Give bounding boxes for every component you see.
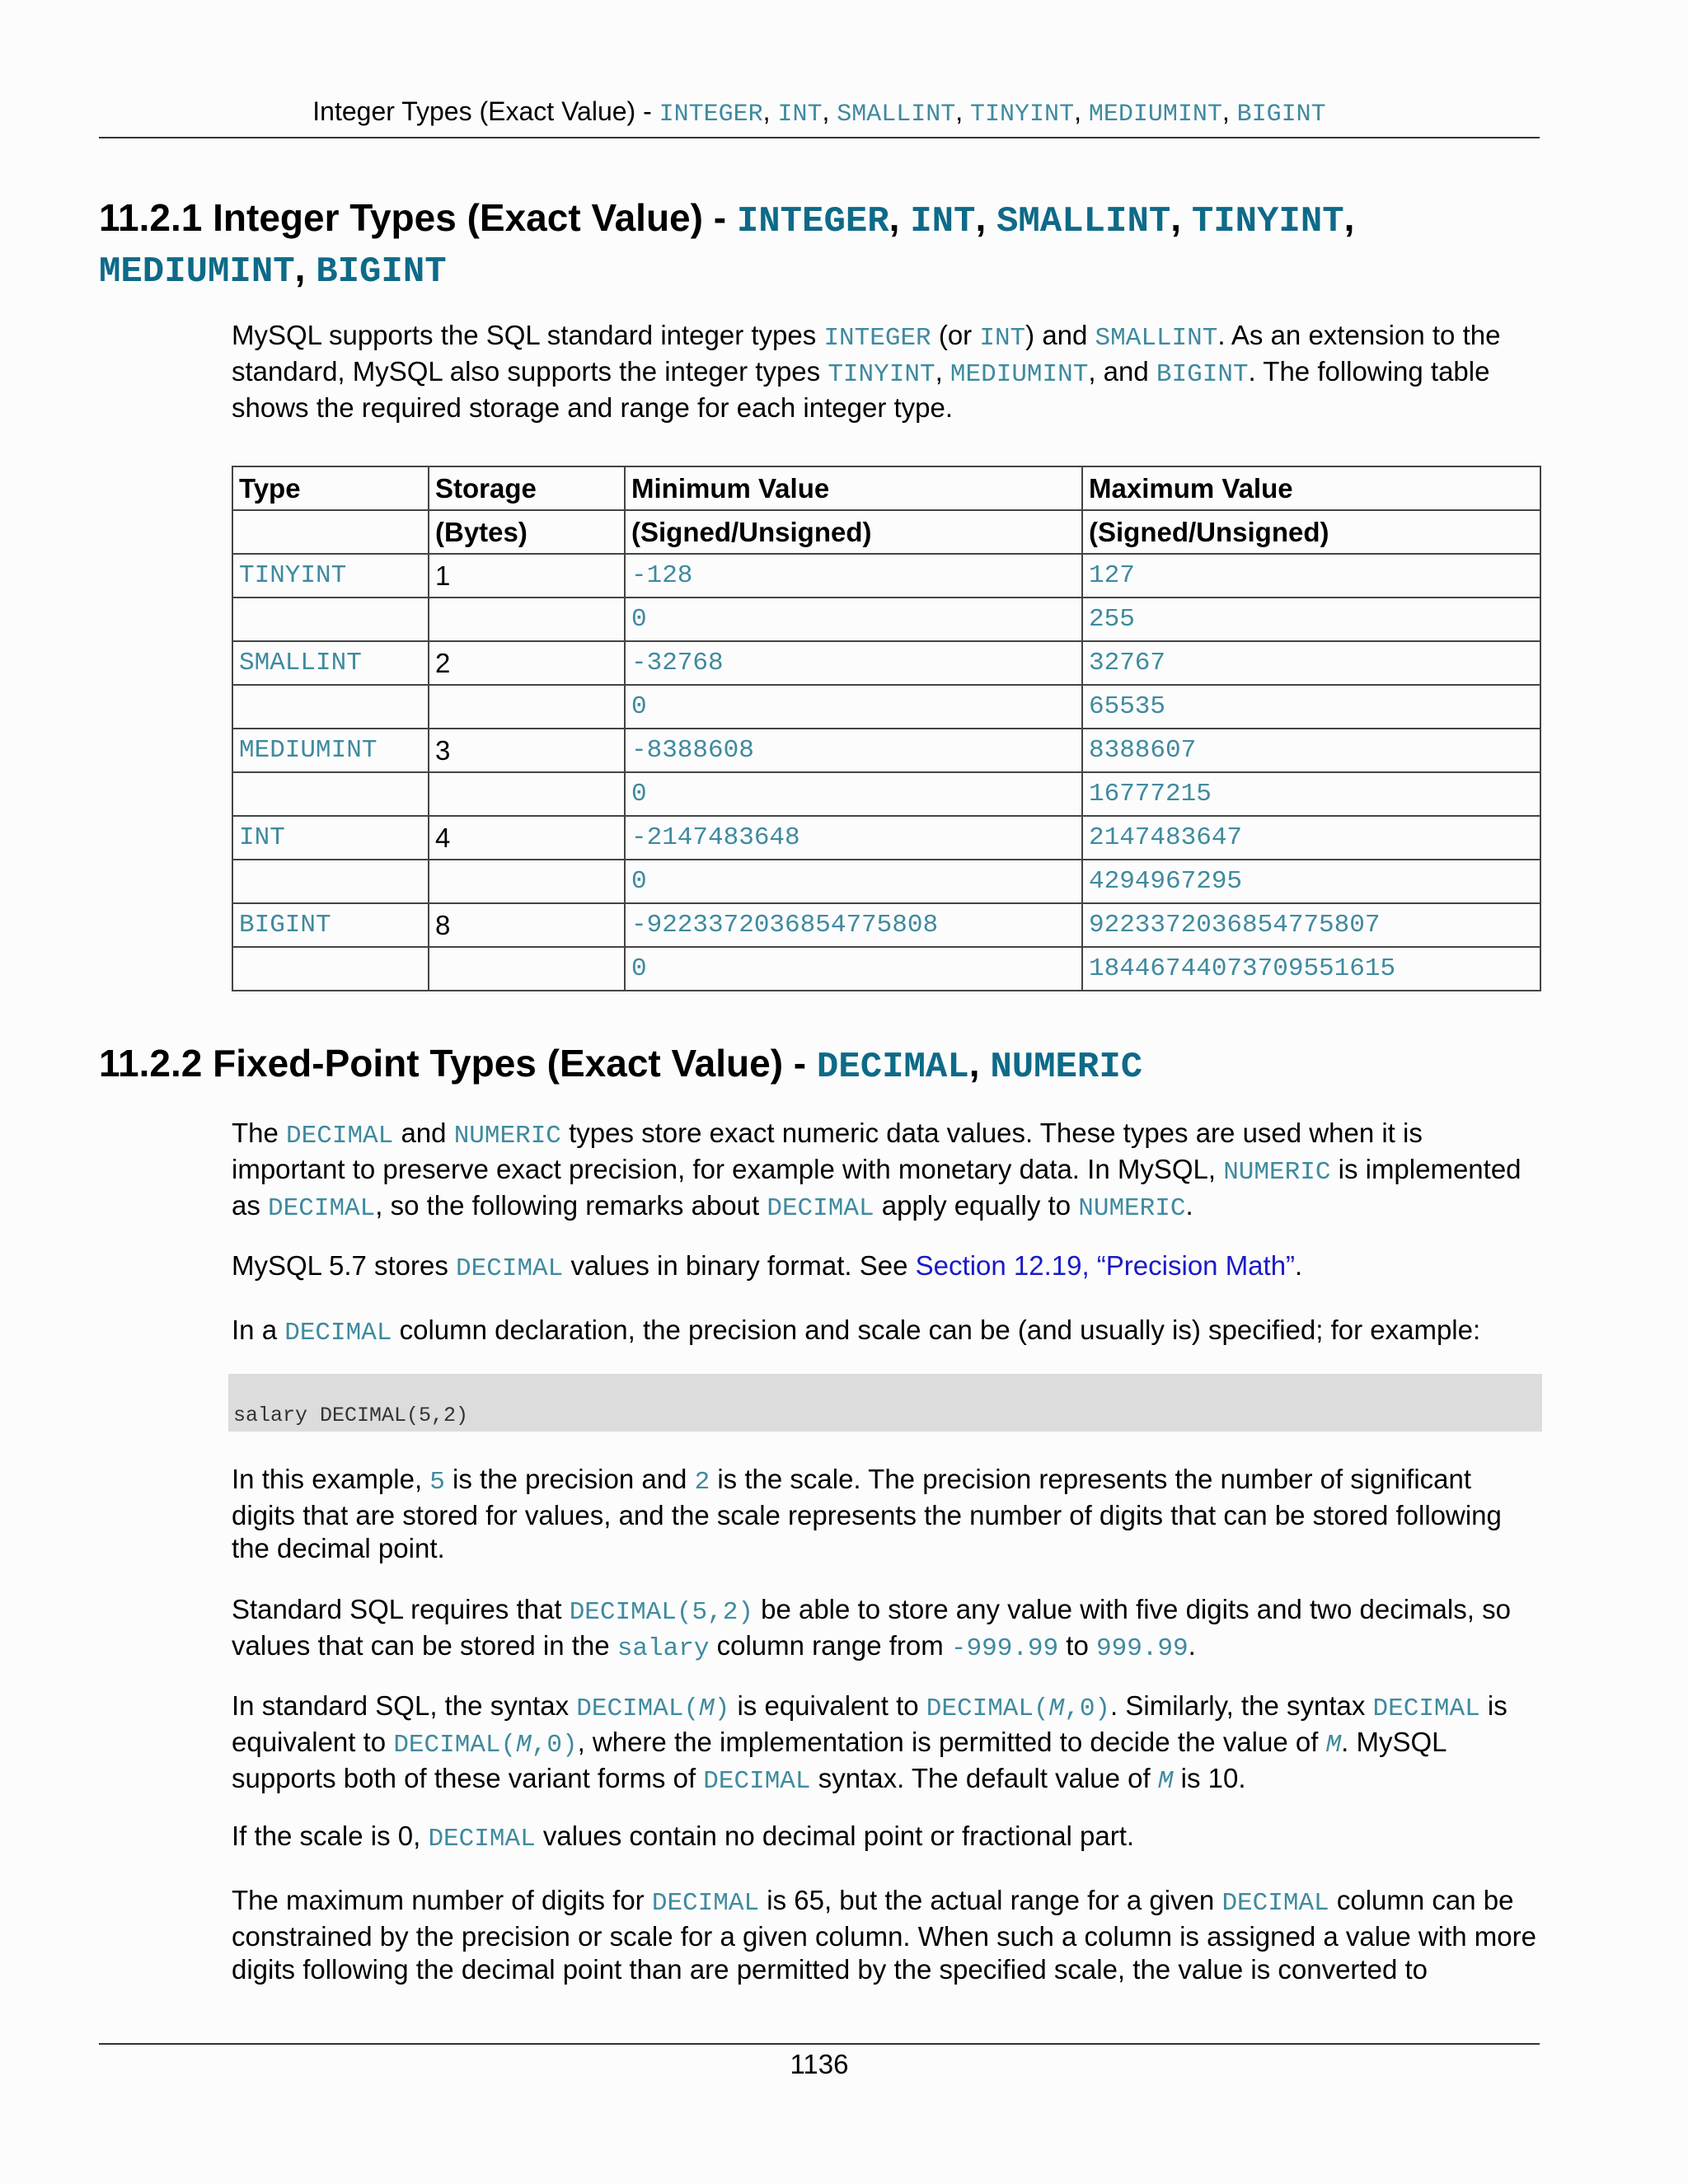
cell-max: 9223372036854775807 — [1082, 903, 1540, 947]
fixed-point-para-1: The DECIMAL and NUMERIC types store exact numeric data values. These types are used when it is important to preserve exact precision, for example with monetary data. In MySQL, NUMERIC is implemented as DECIMAL, so the following remarks about DECIMAL apply equally to NUMERIC. — [232, 1118, 1522, 1223]
heading-type-numeric: NUMERIC — [990, 1047, 1143, 1088]
cell-max: 4294967295 — [1082, 860, 1540, 903]
col-subheader-min: (Signed/Unsigned) — [625, 510, 1082, 554]
cell-max: 32767 — [1082, 641, 1540, 685]
table-header-row — [232, 510, 1540, 554]
cell-min: 0 — [625, 772, 1082, 816]
cell-type — [232, 860, 429, 903]
table-row — [232, 772, 1540, 816]
col-header-min: Minimum Value — [625, 466, 1082, 510]
fixed-point-para-3: In a DECIMAL column declaration, the precision and scale can be (and usually is) specified; for example: — [232, 1315, 1481, 1347]
cell-storage: 4 — [429, 816, 625, 860]
heading-type-smallint: SMALLINT — [996, 201, 1171, 242]
col-subheader-type — [232, 510, 429, 554]
header-type-mediumint: MEDIUMINT — [1088, 101, 1222, 129]
cell-max: 127 — [1082, 554, 1540, 598]
col-subheader-storage: (Bytes) — [429, 510, 625, 554]
cell-type — [232, 685, 429, 729]
header-divider — [99, 137, 1540, 138]
cell-type: MEDIUMINT — [232, 729, 429, 772]
fixed-point-para-4: In this example, 5 is the precision and 2 is the scale. The precision represents the number of significant digits that are stored for values, and the scale represents the number of digits that can be stored following the decimal point. — [232, 1464, 1502, 1563]
table-row — [232, 641, 1540, 685]
table-row — [232, 903, 1540, 947]
col-header-storage: Storage — [429, 466, 625, 510]
header-type-int: INT — [777, 101, 823, 129]
table-row — [232, 947, 1540, 991]
cell-type — [232, 772, 429, 816]
cell-type — [232, 947, 429, 991]
header-type-tinyint: TINYINT — [970, 101, 1075, 129]
fixed-point-para-7: If the scale is 0, DECIMAL values contain no decimal point or fractional part. — [232, 1821, 1135, 1854]
table-row — [232, 598, 1540, 641]
precision-math-link[interactable]: Section 12.19, “Precision Math” — [915, 1250, 1296, 1281]
cell-type: INT — [232, 816, 429, 860]
fixed-point-para-6: In standard SQL, the syntax DECIMAL(M) is equivalent to DECIMAL(M,0). Similarly, the syntax DECIMAL is equivalent to DECIMAL(M,0), where the implementation is permitted to decide the value of M. MySQL supports both of these variant forms of DECIMAL syntax. The default value of M is 10. — [232, 1690, 1507, 1796]
cell-type: SMALLINT — [232, 641, 429, 685]
integer-types-intro: MySQL supports the SQL standard integer types INTEGER (or INT) and SMALLINT. As an extension to the standard, MySQL also supports the integer types TINYINT, MEDIUMINT, and BIGINT. The following table shows the required storage and range for each integer type. — [232, 320, 1501, 423]
cell-min: -9223372036854775808 — [625, 903, 1082, 947]
running-header: Integer Types (Exact Value) - INTEGER, INT, SMALLINT, TINYINT, MEDIUMINT, BIGINT — [312, 96, 1326, 129]
cell-max: 8388607 — [1082, 729, 1540, 772]
cell-storage: 1 — [429, 554, 625, 598]
table-row — [232, 554, 1540, 598]
cell-storage — [429, 860, 625, 903]
cell-min: -2147483648 — [625, 816, 1082, 860]
cell-min: 0 — [625, 685, 1082, 729]
cell-type: TINYINT — [232, 554, 429, 598]
cell-storage: 2 — [429, 641, 625, 685]
col-header-type: Type — [232, 466, 429, 510]
section-heading-prefix: 11.2.1 Integer Types (Exact Value) - — [99, 196, 737, 239]
fixed-point-para-2: MySQL 5.7 stores DECIMAL values in binary format. See Section 12.19, “Precision Math”. — [232, 1250, 1303, 1283]
cell-max: 16777215 — [1082, 772, 1540, 816]
fixed-point-para-5: Standard SQL requires that DECIMAL(5,2) be able to store any value with five digits and two decimals, so values that can be stored in the salary column range from -999.99 to 999.99. — [232, 1594, 1511, 1663]
cell-storage: 3 — [429, 729, 625, 772]
code-example: salary DECIMAL(5,2) — [228, 1374, 1542, 1432]
cell-min: -128 — [625, 554, 1082, 598]
cell-storage — [429, 947, 625, 991]
heading-type-int: INT — [910, 201, 976, 242]
cell-storage — [429, 685, 625, 729]
cell-min: 0 — [625, 598, 1082, 641]
cell-min: -8388608 — [625, 729, 1082, 772]
cell-max: 65535 — [1082, 685, 1540, 729]
cell-min: -32768 — [625, 641, 1082, 685]
table-row — [232, 816, 1540, 860]
heading-type-tinyint: TINYINT — [1191, 201, 1344, 242]
table-row — [232, 685, 1540, 729]
header-type-smallint: SMALLINT — [837, 101, 956, 129]
section-heading-integer-types: 11.2.1 Integer Types (Exact Value) - INTEGER, INT, SMALLINT, TINYINT, MEDIUMINT, BIGINT — [99, 196, 1355, 293]
col-subheader-max: (Signed/Unsigned) — [1082, 510, 1540, 554]
cell-storage — [429, 598, 625, 641]
col-header-max: Maximum Value — [1082, 466, 1540, 510]
table-row — [232, 860, 1540, 903]
section-heading-prefix: 11.2.2 Fixed-Point Types (Exact Value) - — [99, 1042, 817, 1085]
running-header-prefix: Integer Types (Exact Value) - — [312, 96, 659, 126]
section-heading-fixed-point-types: 11.2.2 Fixed-Point Types (Exact Value) - DECIMAL, NUMERIC — [99, 1042, 1143, 1088]
heading-type-integer: INTEGER — [736, 201, 889, 242]
cell-max: 18446744073709551615 — [1082, 947, 1540, 991]
table-row — [232, 729, 1540, 772]
header-type-bigint: BIGINT — [1236, 101, 1326, 129]
page-number: 1136 — [790, 2049, 849, 2079]
cell-storage — [429, 772, 625, 816]
fixed-point-para-8: The maximum number of digits for DECIMAL is 65, but the actual range for a given DECIMAL column can be constrained by the precision or scale for a given column. When such a column is assigned a value with more digits following the decimal point than are permitted by the specified scale, the value is converted to — [232, 1885, 1536, 1985]
cell-min: 0 — [625, 860, 1082, 903]
cell-max: 255 — [1082, 598, 1540, 641]
cell-type — [232, 598, 429, 641]
table-header-row — [232, 466, 1540, 510]
cell-max: 2147483647 — [1082, 816, 1540, 860]
cell-type: BIGINT — [232, 903, 429, 947]
footer-divider — [99, 2043, 1540, 2045]
integer-types-table — [232, 466, 1541, 991]
heading-type-decimal: DECIMAL — [816, 1047, 969, 1088]
heading-type-bigint: BIGINT — [316, 251, 447, 293]
header-type-integer: INTEGER — [659, 101, 763, 129]
cell-min: 0 — [625, 947, 1082, 991]
cell-storage: 8 — [429, 903, 625, 947]
heading-type-mediumint: MEDIUMINT — [99, 251, 295, 293]
